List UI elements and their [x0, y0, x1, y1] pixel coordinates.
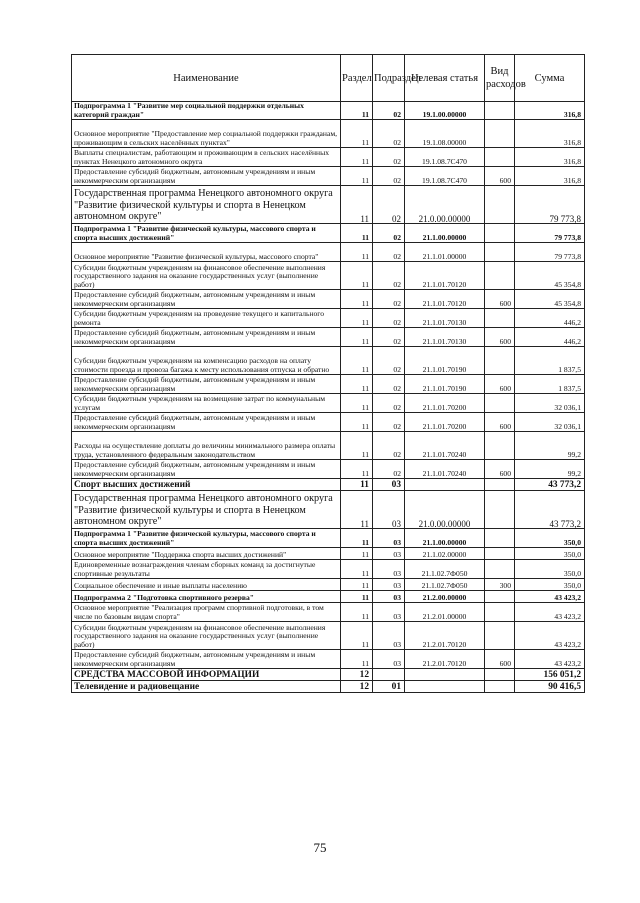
header-target: Целевая статья — [405, 55, 485, 102]
row-name: Подпрограмма 2 "Подготовка спортивного резерва" — [72, 591, 341, 603]
row-name: Расходы на осуществление доплаты до величины минимального размера оплаты труда, установленного федеральным законодательством — [72, 432, 341, 460]
row-amount: 45 354,8 — [515, 262, 585, 290]
row-subsection: 02 — [373, 309, 405, 328]
table-row — [72, 591, 585, 603]
row-subsection: 03 — [373, 650, 405, 669]
row-expense-type — [485, 186, 515, 224]
row-target: 21.2.01.70120 — [405, 622, 485, 650]
row-expense-type — [485, 669, 515, 681]
row-amount: 350,0 — [515, 548, 585, 560]
row-amount: 79 773,8 — [515, 186, 585, 224]
row-target — [405, 669, 485, 681]
row-name: Основное мероприятие "Реализация программ спортивной подготовки, в том числе по базовым видам спорта" — [72, 603, 341, 622]
table-row — [72, 413, 585, 432]
row-expense-type: 600 — [485, 650, 515, 669]
row-target: 21.1.01.70240 — [405, 432, 485, 460]
table-row — [72, 560, 585, 579]
row-target — [405, 681, 485, 693]
row-expense-type — [485, 120, 515, 148]
row-name: Субсидии бюджетным учреждениям на финансовое обеспечение выполнения государственного задания на оказание государственных услуг (выполнение работ) — [72, 262, 341, 290]
row-expense-type — [485, 102, 515, 120]
row-subsection: 02 — [373, 347, 405, 375]
row-section: 11 — [341, 491, 373, 529]
row-target — [405, 479, 485, 491]
table-body — [72, 102, 585, 693]
row-amount: 1 837,5 — [515, 347, 585, 375]
row-name: Государственная программа Ненецкого автономного округа "Развитие физической культуры и спорта в Ненецком автономном округе" — [72, 186, 341, 224]
row-amount: 446,2 — [515, 309, 585, 328]
row-amount: 316,8 — [515, 167, 585, 186]
row-expense-type — [485, 548, 515, 560]
row-amount: 79 773,8 — [515, 243, 585, 262]
row-expense-type — [485, 491, 515, 529]
row-amount: 350,0 — [515, 529, 585, 548]
row-target: 21.1.02.7Ф050 — [405, 579, 485, 591]
row-section: 11 — [341, 650, 373, 669]
row-section: 11 — [341, 394, 373, 413]
table-row — [72, 120, 585, 148]
row-section: 11 — [341, 460, 373, 479]
row-subsection: 03 — [373, 529, 405, 548]
row-name: Предоставление субсидий бюджетным, автономным учреждениям и иным некоммерческим организациям — [72, 290, 341, 309]
row-amount: 43 773,2 — [515, 479, 585, 491]
row-name: Государственная программа Ненецкого автономного округа "Развитие физической культуры и спорта в Ненецком автономном округе" — [72, 491, 341, 529]
row-subsection: 02 — [373, 394, 405, 413]
row-expense-type — [485, 347, 515, 375]
row-amount: 350,0 — [515, 579, 585, 591]
row-name: Субсидии бюджетным учреждениям на финансовое обеспечение выполнения государственного задания на оказание государственных услуг (выполнение работ) — [72, 622, 341, 650]
table-row — [72, 186, 585, 224]
row-name: Выплаты специалистам, работающим и проживающим в сельских населённых пунктах Ненецкого автономного округа — [72, 148, 341, 167]
row-subsection: 03 — [373, 591, 405, 603]
row-target: 19.1.08.7С470 — [405, 148, 485, 167]
row-name: Телевидение и радиовещание — [72, 681, 341, 693]
row-section: 11 — [341, 224, 373, 243]
row-section: 11 — [341, 603, 373, 622]
row-section: 11 — [341, 309, 373, 328]
row-target: 21.1.01.70120 — [405, 290, 485, 309]
row-section: 11 — [341, 413, 373, 432]
row-target: 21.1.01.70130 — [405, 309, 485, 328]
row-section: 11 — [341, 120, 373, 148]
table-header-row — [72, 55, 585, 102]
row-section: 11 — [341, 347, 373, 375]
row-name: Субсидии бюджетным учреждениям на компенсацию расходов на оплату стоимости проезда и провоза багажа к месту использования отпуска и обратно — [72, 347, 341, 375]
table-row — [72, 432, 585, 460]
row-amount: 32 036,1 — [515, 394, 585, 413]
row-subsection: 02 — [373, 413, 405, 432]
row-section: 11 — [341, 560, 373, 579]
row-name: Субсидии бюджетным учреждениям на возмещение затрат по коммунальным услугам — [72, 394, 341, 413]
row-subsection: 02 — [373, 186, 405, 224]
row-section: 11 — [341, 167, 373, 186]
table-row — [72, 479, 585, 491]
row-expense-type — [485, 681, 515, 693]
row-subsection: 02 — [373, 167, 405, 186]
row-target: 21.1.01.70200 — [405, 413, 485, 432]
table-row — [72, 148, 585, 167]
row-target: 21.0.00.00000 — [405, 491, 485, 529]
row-expense-type: 600 — [485, 460, 515, 479]
row-subsection: 02 — [373, 102, 405, 120]
row-target: 21.1.00.00000 — [405, 224, 485, 243]
row-expense-type — [485, 529, 515, 548]
row-expense-type: 600 — [485, 167, 515, 186]
table-row — [72, 579, 585, 591]
row-target: 21.0.00.00000 — [405, 186, 485, 224]
row-subsection — [373, 669, 405, 681]
row-subsection: 03 — [373, 560, 405, 579]
row-name: Социальное обеспечение и иные выплаты населению — [72, 579, 341, 591]
row-subsection: 03 — [373, 622, 405, 650]
row-expense-type — [485, 394, 515, 413]
table-row — [72, 650, 585, 669]
table-row — [72, 681, 585, 693]
row-section: 11 — [341, 148, 373, 167]
header-expense-type: Вид расходов — [485, 55, 515, 102]
row-expense-type — [485, 591, 515, 603]
row-amount: 350,0 — [515, 560, 585, 579]
row-amount: 32 036,1 — [515, 413, 585, 432]
row-name: Предоставление субсидий бюджетным, автономным учреждениям и иным некоммерческим организациям — [72, 375, 341, 394]
table-row — [72, 243, 585, 262]
row-expense-type: 300 — [485, 579, 515, 591]
row-target: 21.2.01.00000 — [405, 603, 485, 622]
row-amount: 43 423,2 — [515, 622, 585, 650]
row-subsection: 02 — [373, 328, 405, 347]
row-name: Основное мероприятие "Предоставление мер социальной поддержки гражданам, проживающим в сельских населённых пунктах" — [72, 120, 341, 148]
table-row — [72, 529, 585, 548]
row-name: Основное мероприятие "Поддержка спорта высших достижений" — [72, 548, 341, 560]
row-amount: 316,8 — [515, 148, 585, 167]
row-subsection: 02 — [373, 375, 405, 394]
row-section: 11 — [341, 328, 373, 347]
row-section: 11 — [341, 579, 373, 591]
row-target: 21.1.01.70190 — [405, 347, 485, 375]
row-subsection: 02 — [373, 224, 405, 243]
row-amount: 43 423,2 — [515, 650, 585, 669]
row-section: 11 — [341, 102, 373, 120]
header-section: Раздел — [341, 55, 373, 102]
row-section: 11 — [341, 262, 373, 290]
row-target: 21.1.01.70240 — [405, 460, 485, 479]
row-subsection: 02 — [373, 432, 405, 460]
row-name: Предоставление субсидий бюджетным, автономным учреждениям и иным некоммерческим организациям — [72, 650, 341, 669]
row-subsection: 03 — [373, 479, 405, 491]
row-name: Предоставление субсидий бюджетным, автономным учреждениям и иным некоммерческим организациям — [72, 328, 341, 347]
table-row — [72, 375, 585, 394]
row-target: 21.1.01.70130 — [405, 328, 485, 347]
table-row — [72, 167, 585, 186]
row-amount: 79 773,8 — [515, 224, 585, 243]
row-target: 21.2.00.00000 — [405, 591, 485, 603]
table-row — [72, 262, 585, 290]
row-target: 21.1.01.70200 — [405, 394, 485, 413]
row-target: 21.1.01.00000 — [405, 243, 485, 262]
row-amount: 43 423,2 — [515, 603, 585, 622]
row-subsection: 03 — [373, 579, 405, 591]
row-section: 11 — [341, 479, 373, 491]
table-row — [72, 394, 585, 413]
row-expense-type — [485, 148, 515, 167]
row-section: 11 — [341, 432, 373, 460]
row-name: Подпрограмма 1 "Развитие мер социальной поддержки отдельных категорий граждан" — [72, 102, 341, 120]
row-section: 11 — [341, 548, 373, 560]
row-subsection: 01 — [373, 681, 405, 693]
row-expense-type — [485, 309, 515, 328]
row-target: 21.1.01.70120 — [405, 262, 485, 290]
row-amount: 316,8 — [515, 102, 585, 120]
table-row — [72, 603, 585, 622]
row-subsection: 03 — [373, 603, 405, 622]
row-section: 11 — [341, 243, 373, 262]
header-amount: Сумма — [515, 55, 585, 102]
row-target: 21.1.01.70190 — [405, 375, 485, 394]
row-expense-type — [485, 622, 515, 650]
row-name: Единовременные вознаграждения членам сборных команд за достигнутые спортивные результаты — [72, 560, 341, 579]
row-section: 11 — [341, 290, 373, 309]
row-name: Подпрограмма 1 "Развитие физической культуры, массового спорта и спорта высших достижений" — [72, 224, 341, 243]
row-target: 19.1.08.7С470 — [405, 167, 485, 186]
table-row — [72, 548, 585, 560]
row-expense-type — [485, 262, 515, 290]
page-number: 75 — [313, 840, 327, 855]
row-name: Субсидии бюджетным учреждениям на проведение текущего и капитального ремонта — [72, 309, 341, 328]
row-amount: 45 354,8 — [515, 290, 585, 309]
row-amount: 90 416,5 — [515, 681, 585, 693]
row-name: Предоставление субсидий бюджетным, автономным учреждениям и иным некоммерческим организациям — [72, 460, 341, 479]
table-row — [72, 669, 585, 681]
table-row — [72, 460, 585, 479]
row-name: Подпрограмма 1 "Развитие физической культуры, массового спорта и спорта высших достижений" — [72, 529, 341, 548]
table-row — [72, 491, 585, 529]
header-subsection: Подраздел — [373, 55, 405, 102]
row-target: 21.1.02.00000 — [405, 548, 485, 560]
table-row — [72, 290, 585, 309]
row-subsection: 03 — [373, 548, 405, 560]
row-expense-type — [485, 243, 515, 262]
row-target: 19.1.08.00000 — [405, 120, 485, 148]
row-target: 21.2.01.70120 — [405, 650, 485, 669]
row-subsection: 02 — [373, 262, 405, 290]
row-subsection: 02 — [373, 460, 405, 479]
row-section: 12 — [341, 681, 373, 693]
row-expense-type — [485, 603, 515, 622]
row-amount: 316,8 — [515, 120, 585, 148]
row-subsection: 02 — [373, 243, 405, 262]
row-subsection: 02 — [373, 120, 405, 148]
row-section: 11 — [341, 186, 373, 224]
row-amount: 446,2 — [515, 328, 585, 347]
row-amount: 1 837,5 — [515, 375, 585, 394]
row-subsection: 02 — [373, 290, 405, 309]
row-expense-type — [485, 479, 515, 491]
row-section: 11 — [341, 622, 373, 650]
row-section: 11 — [341, 375, 373, 394]
row-expense-type: 600 — [485, 290, 515, 309]
row-subsection: 03 — [373, 491, 405, 529]
row-target: 19.1.00.00000 — [405, 102, 485, 120]
row-section: 12 — [341, 669, 373, 681]
row-target: 21.1.00.00000 — [405, 529, 485, 548]
header-name: Наименование — [72, 55, 341, 102]
table-row — [72, 102, 585, 120]
row-subsection: 02 — [373, 148, 405, 167]
row-name: Предоставление субсидий бюджетным, автономным учреждениям и иным некоммерческим организациям — [72, 413, 341, 432]
row-name: Предоставление субсидий бюджетным, автономным учреждениям и иным некоммерческим организациям — [72, 167, 341, 186]
table-row — [72, 328, 585, 347]
row-section: 11 — [341, 529, 373, 548]
table-row — [72, 309, 585, 328]
row-expense-type: 600 — [485, 413, 515, 432]
row-name: Спорт высших достижений — [72, 479, 341, 491]
row-target: 21.1.02.7Ф050 — [405, 560, 485, 579]
row-name: СРЕДСТВА МАССОВОЙ ИНФОРМАЦИИ — [72, 669, 341, 681]
budget-table — [71, 54, 585, 693]
row-amount: 156 051,2 — [515, 669, 585, 681]
row-amount: 43 773,2 — [515, 491, 585, 529]
row-expense-type: 600 — [485, 328, 515, 347]
row-amount: 43 423,2 — [515, 591, 585, 603]
row-expense-type — [485, 560, 515, 579]
row-amount: 99,2 — [515, 460, 585, 479]
row-name: Основное мероприятие "Развитие физической культуры, массового спорта" — [72, 243, 341, 262]
table-row — [72, 224, 585, 243]
table-row — [72, 347, 585, 375]
row-amount: 99,2 — [515, 432, 585, 460]
row-section: 11 — [341, 591, 373, 603]
table-row — [72, 622, 585, 650]
row-expense-type — [485, 432, 515, 460]
row-expense-type — [485, 224, 515, 243]
row-expense-type: 600 — [485, 375, 515, 394]
